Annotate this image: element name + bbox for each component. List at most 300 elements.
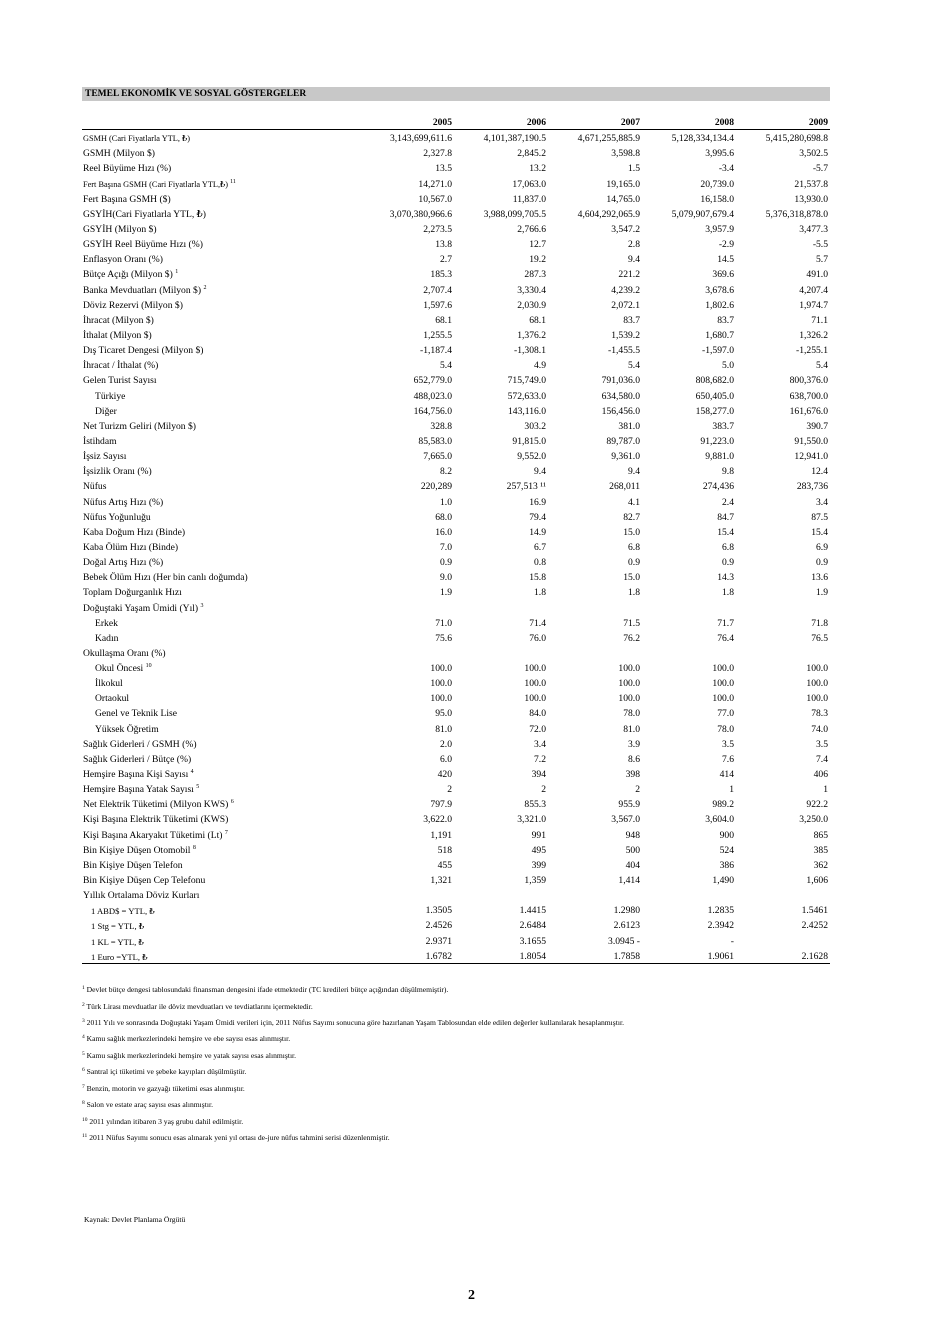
value-cell <box>736 887 830 902</box>
value-cell: 634,580.0 <box>601 390 640 402</box>
value-cell: 948 <box>625 829 640 841</box>
footnote: $^2$ Türk Lirası mevduatlar ile döviz mevduatları ve tevdiatlarını içermektedir. <box>82 1001 313 1011</box>
table-row <box>82 418 830 433</box>
value-cell: 4.1 <box>628 496 640 508</box>
value-cell: 20,739.0 <box>700 178 734 190</box>
value-cell: 16.9 <box>529 496 546 508</box>
row-label: GSYİH (Milyon $) <box>83 223 157 235</box>
value-cell: 2.6484 <box>519 920 546 932</box>
table-row <box>82 478 830 493</box>
row-label: Enflasyon Oranı (%) <box>83 254 163 266</box>
year-header: 2008 <box>642 117 736 130</box>
row-label: Fert Başına GSMH ($) <box>83 193 171 205</box>
value-cell: 2 <box>447 784 452 796</box>
value-cell: -1,308.1 <box>514 345 546 357</box>
value-cell: 420 <box>437 769 452 781</box>
value-cell: 274,436 <box>702 481 734 493</box>
year-header: 2007 <box>548 117 642 130</box>
footnote: $^8$ Salon ve estate araç sayısı esas alınmıştır. <box>82 1100 213 1109</box>
value-cell: 3,598.8 <box>611 148 640 160</box>
value-cell <box>454 887 548 902</box>
value-cell <box>360 645 454 660</box>
value-cell: 100.0 <box>712 693 734 705</box>
value-cell: 4,239.2 <box>611 284 640 296</box>
value-cell: 989.2 <box>712 799 734 811</box>
value-cell: 500 <box>625 844 640 856</box>
value-cell: 13,930.0 <box>794 193 828 205</box>
value-cell: 9.4 <box>534 466 546 478</box>
table-row <box>82 236 830 251</box>
footnote-ref: 11 <box>230 178 236 185</box>
value-cell: 1,191 <box>430 829 452 841</box>
footnote-ref: 5 <box>196 784 200 791</box>
row-label: İşsizlik Oranı (%) <box>83 466 152 478</box>
value-cell: 1,606 <box>806 875 828 887</box>
value-cell: 0.9 <box>722 557 734 569</box>
value-cell: 74.0 <box>811 723 828 735</box>
row-label: 1 Stg = YTL, ₺ <box>91 921 145 932</box>
row-label: GSYİH(Cari Fiyatlarla YTL, ₺) <box>83 208 206 220</box>
value-cell <box>548 887 642 902</box>
value-cell: 1,680.7 <box>705 329 734 341</box>
value-cell <box>642 645 736 660</box>
value-cell: 76.0 <box>529 632 546 644</box>
value-cell: 1.6782 <box>360 948 454 964</box>
value-cell: 78.0 <box>623 708 640 720</box>
value-cell: -2.9 <box>718 239 734 251</box>
header-row <box>82 117 830 130</box>
footnote-ref: 7 <box>224 829 228 836</box>
value-cell: 19.2 <box>529 254 546 266</box>
value-cell: 1.9 <box>816 587 828 599</box>
row-label: 1 KL = YTL, ₺ <box>91 936 144 947</box>
value-cell: 287.3 <box>524 269 546 281</box>
footnotes <box>82 985 830 1150</box>
value-cell: 5.4 <box>816 360 828 372</box>
value-cell: 3,622.0 <box>423 814 452 826</box>
row-label: Bin Kişiye Düşen Telefon <box>83 859 183 871</box>
row-label: Net Elektrik Tüketimi (Milyon KWS) $^6$ <box>83 799 234 811</box>
value-cell: 68.0 <box>435 511 452 523</box>
value-cell: -5.5 <box>812 239 828 251</box>
value-cell: 3,477.3 <box>799 223 828 235</box>
value-cell: 390.7 <box>806 420 828 432</box>
value-cell: 650,405.0 <box>695 390 734 402</box>
value-cell: 1,414 <box>618 875 640 887</box>
footnote: $^3$ 2011 Yılı ve sonrasında Doğuştaki Yaşam Ümidi verileri için, 2011 Nüfus Sayımı sonucuna göre hazırlanan Yaşam Tablosundan elde edilen değerler kullanılarak hesaplanmıştır. <box>82 1018 624 1027</box>
table-row <box>82 917 830 932</box>
value-cell: 79.4 <box>529 511 546 523</box>
value-cell: 1,539.2 <box>611 329 640 341</box>
row-label: Kadın <box>95 632 119 644</box>
value-cell: 5.4 <box>440 360 452 372</box>
table-row <box>82 751 830 766</box>
row-label: Kaba Ölüm Hızı (Binde) <box>83 541 179 553</box>
value-cell: 2 <box>635 784 640 796</box>
table-row <box>82 599 830 614</box>
table-row <box>82 372 830 387</box>
row-label: Yüksek Öğretim <box>95 723 159 735</box>
value-cell: 12.4 <box>811 466 828 478</box>
value-cell: 100.0 <box>806 678 828 690</box>
table-row <box>82 175 830 190</box>
footnote-ref: 8 <box>192 844 196 851</box>
value-cell: 638,700.0 <box>789 390 828 402</box>
value-cell: 2,707.4 <box>423 284 452 296</box>
footnote: $^4$ Kamu sağlık merkezlerindeki hemşire ve ebe sayısı esas alınmıştır. <box>82 1034 291 1043</box>
value-cell: 71.8 <box>811 617 828 629</box>
value-cell: 991 <box>531 829 546 841</box>
row-label: Hemşire Başına Yatak Sayısı $^5$ <box>83 784 200 796</box>
value-cell: 495 <box>531 844 546 856</box>
footnote-ref: 10 <box>145 663 152 670</box>
value-cell: 922.2 <box>806 799 828 811</box>
value-cell: 15.8 <box>529 572 546 584</box>
year-header: 2009 <box>736 117 830 130</box>
value-cell <box>454 599 548 614</box>
value-cell <box>736 599 830 614</box>
value-cell: 955.9 <box>618 799 640 811</box>
table-row <box>82 130 830 146</box>
value-cell: 1.2835 <box>707 905 734 917</box>
value-cell <box>360 887 454 902</box>
value-cell: 10,567.0 <box>418 193 452 205</box>
row-label: 1 ABD$ = YTL, ₺ <box>91 906 155 917</box>
value-cell: 17,063.0 <box>512 178 546 190</box>
value-cell: 71.1 <box>811 314 828 326</box>
row-label: Bin Kişiye Düşen Otomobil $^8$ <box>83 844 196 856</box>
value-cell: -3.4 <box>718 163 734 175</box>
value-cell: 84.7 <box>717 511 734 523</box>
value-cell: 1.9 <box>440 587 452 599</box>
table-row <box>82 842 830 857</box>
value-cell: 3,988,099,705.5 <box>483 208 546 220</box>
row-label: Bebek Ölüm Hızı (Her bin canlı doğumda) <box>83 572 248 584</box>
value-cell: 1 <box>823 784 828 796</box>
table-row <box>82 342 830 357</box>
footnote-ref: 3 <box>200 602 204 609</box>
value-cell: 1.8 <box>722 587 734 599</box>
value-cell: 161,676.0 <box>789 405 828 417</box>
value-cell: 11,837.0 <box>512 193 546 205</box>
value-cell: 13.8 <box>435 239 452 251</box>
value-cell: 362 <box>813 859 828 871</box>
row-label: Okul Öncesi $^{10}$ <box>95 663 152 675</box>
footnote-ref: 2 <box>203 284 207 291</box>
value-cell: 3,678.6 <box>705 284 734 296</box>
value-cell: 2.3942 <box>707 920 734 932</box>
table-row <box>82 584 830 599</box>
table-row <box>82 448 830 463</box>
value-cell: 394 <box>531 769 546 781</box>
table-row <box>82 766 830 781</box>
table-row <box>82 145 830 160</box>
value-cell: - <box>730 935 734 947</box>
table-row <box>82 433 830 448</box>
value-cell: 2.0 <box>440 738 452 750</box>
value-cell: 0.8 <box>534 557 546 569</box>
value-cell: 185.3 <box>430 269 452 281</box>
table-row <box>82 690 830 705</box>
value-cell: 1,321 <box>430 875 452 887</box>
value-cell: 399 <box>531 859 546 871</box>
row-label: Reel Büyüme Hızı (%) <box>83 163 172 175</box>
table-row <box>82 539 830 554</box>
value-cell: 1.5461 <box>801 905 828 917</box>
table-row <box>82 266 830 281</box>
value-cell: 21,537.8 <box>794 178 828 190</box>
value-cell: 100.0 <box>618 663 640 675</box>
value-cell: 83.7 <box>717 314 734 326</box>
row-label: İhracat / İthalat (%) <box>83 360 159 372</box>
value-cell: 6.8 <box>722 541 734 553</box>
value-cell: 5.0 <box>722 360 734 372</box>
value-cell: 15.4 <box>811 526 828 538</box>
value-cell: 89,787.0 <box>606 435 640 447</box>
value-cell <box>642 599 736 614</box>
footnote: $^{10}$ 2011 yılından itibaren 3 yaş grubu dahil edilmiştir. <box>82 1116 244 1126</box>
table-row <box>82 615 830 630</box>
value-cell: 7.0 <box>440 541 452 553</box>
value-cell: 1.0 <box>440 496 452 508</box>
row-label: Nüfus Artış Hızı (%) <box>83 496 164 508</box>
indicators-table <box>82 117 830 964</box>
table-row <box>82 720 830 735</box>
table-row <box>82 932 830 947</box>
row-label: İthalat (Milyon $) <box>83 329 152 341</box>
value-cell: 3,995.6 <box>705 148 734 160</box>
year-header: 2005 <box>360 117 454 130</box>
value-cell: 3.9 <box>628 738 640 750</box>
row-label: Hemşire Başına Kişi Sayısı $^4$ <box>83 769 194 781</box>
value-cell: 652,779.0 <box>413 375 452 387</box>
value-cell: 100.0 <box>618 678 640 690</box>
value-cell: 0.9 <box>628 557 640 569</box>
value-cell: 3.0945 - <box>608 935 640 947</box>
row-label: Fert Başına GSMH (Cari Fiyatlarla YTL,₺) $^{11}$ <box>83 178 236 189</box>
value-cell: 2.7 <box>440 254 452 266</box>
value-cell: 1.7858 <box>548 948 642 964</box>
value-cell: 100.0 <box>806 663 828 675</box>
row-label: Döviz Rezervi (Milyon $) <box>83 299 183 311</box>
value-cell: 5,128,334,134.4 <box>671 133 734 145</box>
value-cell: 16.0 <box>435 526 452 538</box>
value-cell: 2.9371 <box>425 935 452 947</box>
value-cell: 76.2 <box>623 632 640 644</box>
table-row <box>82 857 830 872</box>
value-cell: 0.9 <box>440 557 452 569</box>
value-cell: -5.7 <box>812 163 828 175</box>
row-label: Erkek <box>95 617 118 629</box>
value-cell: 220,289 <box>420 481 452 493</box>
value-cell: 91,223.0 <box>700 435 734 447</box>
header-label-cell <box>82 117 360 130</box>
row-label: Toplam Doğurganlık Hızı <box>83 587 182 599</box>
value-cell: 1.3505 <box>425 905 452 917</box>
value-cell: 2.4252 <box>801 920 828 932</box>
value-cell: 71.5 <box>623 617 640 629</box>
value-cell <box>736 645 830 660</box>
value-cell: 268,011 <box>609 481 640 493</box>
value-cell: 2.1628 <box>736 948 830 964</box>
value-cell: 5,079,907,679.4 <box>671 208 734 220</box>
value-cell: 221.2 <box>618 269 640 281</box>
row-label: İşsiz Sayısı <box>83 451 127 463</box>
value-cell: 808,682.0 <box>695 375 734 387</box>
value-cell: 3,567.0 <box>611 814 640 826</box>
row-label: Kişi Başına Akaryakıt Tüketimi (Lt) $^7$ <box>83 829 228 841</box>
value-cell: 715,749.0 <box>507 375 546 387</box>
value-cell: 3,143,699,611.6 <box>389 133 452 145</box>
value-cell: 491.0 <box>806 269 828 281</box>
value-cell: 14.9 <box>529 526 546 538</box>
value-cell: 77.0 <box>717 708 734 720</box>
table-row <box>82 811 830 826</box>
table-row <box>82 826 830 841</box>
value-cell: 5,376,318,878.0 <box>765 208 828 220</box>
row-label: İstihdam <box>83 435 117 447</box>
table-row <box>82 660 830 675</box>
value-cell: 7.4 <box>816 753 828 765</box>
value-cell: 85,583.0 <box>418 435 452 447</box>
value-cell: 100.0 <box>430 663 452 675</box>
row-label: Türkiye <box>95 390 126 402</box>
table-row <box>82 387 830 402</box>
value-cell: 100.0 <box>712 678 734 690</box>
value-cell: 3,957.9 <box>705 223 734 235</box>
value-cell: 100.0 <box>430 678 452 690</box>
value-cell: -1,597.0 <box>702 345 734 357</box>
value-cell: 156,456.0 <box>601 405 640 417</box>
table-row <box>82 902 830 917</box>
value-cell: 1,326.2 <box>799 329 828 341</box>
value-cell: 1.2980 <box>613 905 640 917</box>
value-cell: 1.5 <box>628 163 640 175</box>
row-label: Kişi Başına Elektrik Tüketimi (KWS) <box>83 814 229 826</box>
value-cell: 100.0 <box>524 678 546 690</box>
value-cell: -1,255.1 <box>796 345 828 357</box>
value-cell: 257,513 ¹¹ <box>506 481 546 493</box>
row-label: Doğal Artış Hızı (%) <box>83 557 164 569</box>
value-cell: 2.4 <box>722 496 734 508</box>
value-cell: -1,455.5 <box>608 345 640 357</box>
value-cell: 406 <box>813 769 828 781</box>
value-cell: 15.0 <box>623 572 640 584</box>
value-cell: 100.0 <box>618 693 640 705</box>
value-cell: 1,376.2 <box>517 329 546 341</box>
row-label: Genel ve Teknik Lise <box>95 708 178 720</box>
value-cell: -1,187.4 <box>420 345 452 357</box>
value-cell: 5.4 <box>628 360 640 372</box>
value-cell: 283,736 <box>796 481 828 493</box>
value-cell: 100.0 <box>430 693 452 705</box>
table-row <box>82 221 830 236</box>
table-row <box>82 705 830 720</box>
row-label: Bütçe Açığı (Milyon $) $^1$ <box>83 269 179 281</box>
value-cell: 3,547.2 <box>611 223 640 235</box>
value-cell: 0.9 <box>816 557 828 569</box>
value-cell: 1.8 <box>534 587 546 599</box>
value-cell: 91,550.0 <box>794 435 828 447</box>
table-row <box>82 948 830 964</box>
value-cell: 1,974.7 <box>799 299 828 311</box>
row-label: Okullaşma Oranı (%) <box>83 647 166 659</box>
row-label: Sağlık Giderleri / GSMH (%) <box>83 738 197 750</box>
value-cell: 12,941.0 <box>794 451 828 463</box>
row-label: GSYİH Reel Büyüme Hızı (%) <box>83 239 203 251</box>
value-cell: 78.3 <box>811 708 828 720</box>
row-label: İlkokul <box>95 678 123 690</box>
value-cell: 68.1 <box>435 314 452 326</box>
value-cell: 2.6123 <box>613 920 640 932</box>
table-row <box>82 645 830 660</box>
value-cell: 3.5 <box>816 738 828 750</box>
value-cell: 1,802.6 <box>705 299 734 311</box>
value-cell: 3.5 <box>722 738 734 750</box>
value-cell: 865 <box>813 829 828 841</box>
row-label: Diğer <box>95 405 117 417</box>
value-cell: 2.4526 <box>425 920 452 932</box>
table-row <box>82 160 830 175</box>
value-cell: 13.2 <box>529 163 546 175</box>
value-cell: 9,881.0 <box>705 451 734 463</box>
value-cell: 14,765.0 <box>606 193 640 205</box>
value-cell: 8.2 <box>440 466 452 478</box>
value-cell: 1.8 <box>628 587 640 599</box>
table-row <box>82 781 830 796</box>
value-cell: 19,165.0 <box>606 178 640 190</box>
footnote-ref: 1 <box>175 269 179 276</box>
value-cell: 100.0 <box>712 663 734 675</box>
value-cell: 14,271.0 <box>418 178 452 190</box>
table-row <box>82 796 830 811</box>
row-label: Net Turizm Geliri (Milyon $) <box>83 420 196 432</box>
value-cell: 13.6 <box>811 572 828 584</box>
value-cell: 8.6 <box>628 753 640 765</box>
value-cell: 518 <box>437 844 452 856</box>
value-cell: 488,023.0 <box>413 390 452 402</box>
row-label: Doğuştaki Yaşam Ümidi (Yıl) $^3$ <box>83 602 204 614</box>
value-cell: 71.0 <box>435 617 452 629</box>
value-cell <box>548 645 642 660</box>
table-row <box>82 206 830 221</box>
footnote: $^7$ Benzin, motorin ve gazyağı tüketimi esas alınmıştır. <box>82 1083 245 1093</box>
footnote: $^5$ Kamu sağlık merkezlerindeki hemşire ve yatak sayısı esas alınmıştır. <box>82 1050 297 1060</box>
table-row <box>82 569 830 584</box>
value-cell: 12.7 <box>529 239 546 251</box>
value-cell: 5,415,280,698.8 <box>765 133 828 145</box>
value-cell: 1.4415 <box>519 905 546 917</box>
table-row <box>82 675 830 690</box>
row-label: Sağlık Giderleri / Bütçe (%) <box>83 753 192 765</box>
value-cell: 3,250.0 <box>799 814 828 826</box>
table-row <box>82 403 830 418</box>
value-cell: 381.0 <box>618 420 640 432</box>
table-row <box>82 736 830 751</box>
row-label: 1 Euro =YTL, ₺ <box>82 948 360 964</box>
value-cell: 855.3 <box>524 799 546 811</box>
row-label: Dış Ticaret Dengesi (Milyon $) <box>83 345 204 357</box>
table-row <box>82 297 830 312</box>
row-label: GSMH (Cari Fiyatlarla YTL, ₺) <box>83 134 191 144</box>
value-cell: 71.4 <box>529 617 546 629</box>
value-cell: 1,597.6 <box>423 299 452 311</box>
row-label: İhracat (Milyon $) <box>83 314 154 326</box>
value-cell: 1.9061 <box>642 948 736 964</box>
value-cell: 2,845.2 <box>517 148 546 160</box>
table-row <box>82 251 830 266</box>
value-cell: 3,604.0 <box>705 814 734 826</box>
